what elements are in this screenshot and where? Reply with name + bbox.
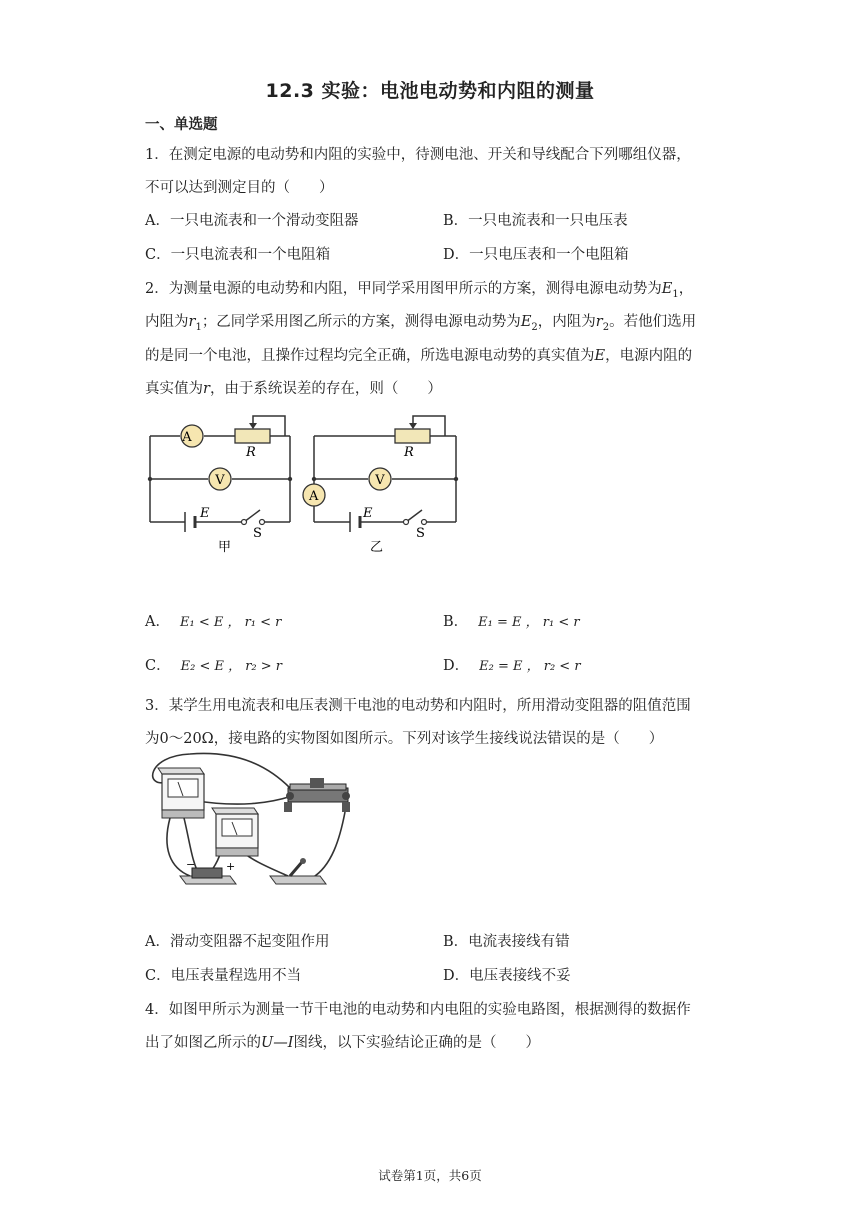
circuit-diagrams (140, 410, 470, 560)
q4-stem-line1: 4．如图甲所示为测量一节干电池的电动势和内电阻的实验电路图，根据测得的数据作 (145, 1002, 691, 1018)
q1-option-b: B．一只电流表和一只电压表 (443, 213, 628, 229)
rheostat-label: R (246, 445, 256, 460)
voltmeter-label-yi: V (375, 473, 385, 488)
q3-stem-line1: 3．某学生用电流表和电压表测干电池的电动势和内阻时，所用滑动变阻器的阻值范围 (145, 698, 691, 714)
figure-jia-caption: 甲 (218, 540, 232, 555)
page-footer: 试卷第1页，共6页 (378, 1168, 482, 1183)
q1-option-a: A．一只电流表和一个滑动变阻器 (145, 213, 359, 229)
battery-label-yi: E (363, 506, 373, 521)
ammeter-label: A (182, 430, 192, 445)
q1-stem-line2: 不可以达到测定目的（ ） (145, 180, 334, 196)
voltmeter-box (212, 808, 258, 856)
switch-label: S (253, 526, 262, 541)
q1-option-c: C．一只电流表和一个电阻箱 (145, 247, 331, 263)
battery-minus-label: − (186, 858, 196, 871)
q4-stem-line2: 出了如图乙所示的U—I图线，以下实验结论正确的是（ ） (145, 1035, 540, 1051)
voltmeter-label: V (215, 473, 225, 488)
q1-stem-line1: 1．在测定电源的电动势和内阻的实验中，待测电池、开关和导线配合下列哪组仪器， (145, 147, 691, 163)
q2-stem-line2: 内阻为$r_1$；乙同学采用图乙所示的方案，测得电源电动势为$E_2$，内阻为$r_2$。若他们选用 (145, 314, 697, 333)
q1-option-d: D．一只电压表和一个电阻箱 (443, 247, 629, 263)
rheostat-jia (235, 429, 270, 443)
ammeter-box (158, 768, 204, 818)
battery-plus-label: + (226, 860, 236, 873)
rheostat-yi (395, 429, 430, 443)
q3-option-a: A．滑动变阻器不起变阻作用 (145, 934, 330, 950)
q2-option-a: A． E₁ < E ， r₁ < r (145, 614, 282, 630)
q3-option-d: D．电压表接线不妥 (443, 968, 571, 984)
page-title: 12.3 实验：电池电动势和内阻的测量 (265, 80, 595, 102)
q3-option-b: B．电流表接线有错 (443, 934, 570, 950)
battery-label: E (200, 506, 210, 521)
ammeter-label-yi: A (309, 489, 319, 504)
q2-stem-line4: 真实值为r，由于系统误差的存在，则（ ） (145, 381, 442, 397)
q2-option-d: D． E₂ = E ， r₂ < r (443, 658, 581, 674)
q2-option-b: B． E₁ = E ， r₁ < r (443, 614, 580, 630)
switch-label-yi: S (416, 526, 425, 541)
q2-stem-line1: 2．为测量电源的电动势和内阻，甲同学采用图甲所示的方案，测得电源电动势为$E_1$， (145, 281, 694, 300)
q2-option-c: C． E₂ < E ， r₂ > r (145, 658, 283, 674)
q2-stem-line3: 的是同一个电池，且操作过程均完全正确，所选电源电动势的真实值为E，电源内阻的 (145, 348, 693, 364)
q3-option-c: C．电压表量程选用不当 (145, 968, 302, 984)
q3-stem-line2: 为0～20Ω，接电路的实物图如图所示。下列对该学生接线说法错误的是（ ） (145, 731, 664, 747)
figure-yi-caption: 乙 (370, 540, 384, 555)
rheostat-label-yi: R (404, 445, 414, 460)
wiring-illustration (140, 748, 370, 896)
section-heading: 一、单选题 (145, 117, 218, 133)
rheostat-physical (284, 778, 350, 812)
